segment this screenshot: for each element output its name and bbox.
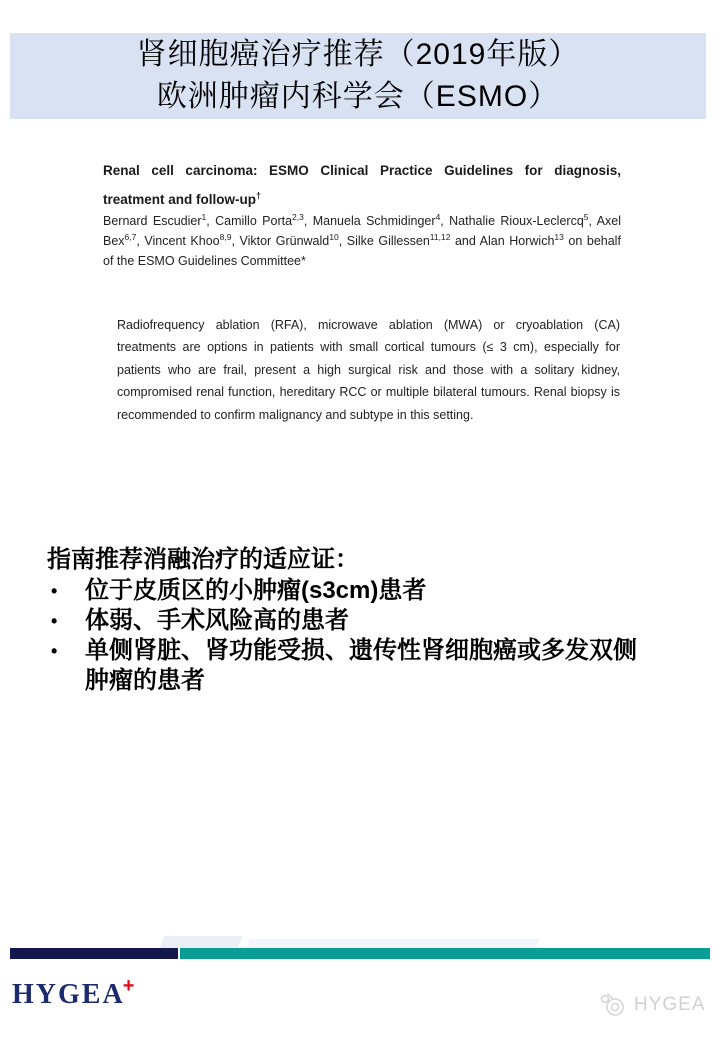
paper-title-dagger: †: [256, 190, 262, 201]
bullet-item: • 单侧肾脏、肾功能受损、遗传性肾细胞癌或多发双侧肿瘤的患者: [47, 636, 653, 696]
slide-title-line2: 欧洲肿瘤内科学会（ESMO）: [156, 80, 560, 113]
hygea-logo-cross-icon: +: [122, 975, 135, 997]
watermark-text: HYGEA: [634, 994, 706, 1015]
hygea-logo: [12, 975, 136, 1011]
slide-title-banner: [10, 33, 706, 119]
paper-abstract-excerpt: Radiofrequency ablation (RFA), microwave ablation (MWA) or cryoablation (CA) treatments are options in patients with small cortical tumours (≤ 3 cm), especially for patients who are frail, present a high surgical risk and those with a solitary kidney, compromised renal function, hereditary RCC or multiple bilateral tumours. Renal biopsy is recommended to confirm malignancy and subtype in this setting.: [117, 318, 620, 422]
watermark-camera-icon: [598, 993, 628, 1017]
paper-title: [103, 156, 621, 214]
paper-title-text: Renal cell carcinoma: ESMO Clinical Practice Guidelines for diagnosis, treatment and follow-up: [103, 163, 621, 207]
paper-authors: Bernard Escudier$^1$, Camillo Porta$^{2,3}$, Manuela Schmidinger$^4$, Nathalie Rioux-Leclercq$^5$, Axel Bex$^{6,7}$, Vincent Khoo$^{8,9}$, Viktor Grünwald$^{10}$, Silke Gillessen$^{11,12}$ and Alan Horwich$^{13}$ on behalf of the ESMO Guidelines Committee*: [103, 211, 622, 268]
footer-ghost-shape: [160, 936, 243, 948]
footer-rule-teal-segment: [180, 948, 710, 959]
hygea-watermark: [598, 993, 706, 1017]
bullet-item: • 位于皮质区的小肿瘤(s3cm)患者: [47, 576, 653, 606]
notes-bullet-list: [47, 576, 653, 696]
footer-rule-navy-segment: [10, 948, 178, 959]
bullet-item: • 体弱、手术风险高的患者: [47, 606, 653, 636]
hygea-logo-text: HYGEA: [12, 979, 125, 1010]
footer-ghost-shape: [246, 939, 539, 947]
slide-title-line1: 肾细胞癌治疗推荐（2019年版）: [136, 38, 580, 71]
notes-heading: 指南推荐消融治疗的适应证：: [47, 546, 359, 573]
